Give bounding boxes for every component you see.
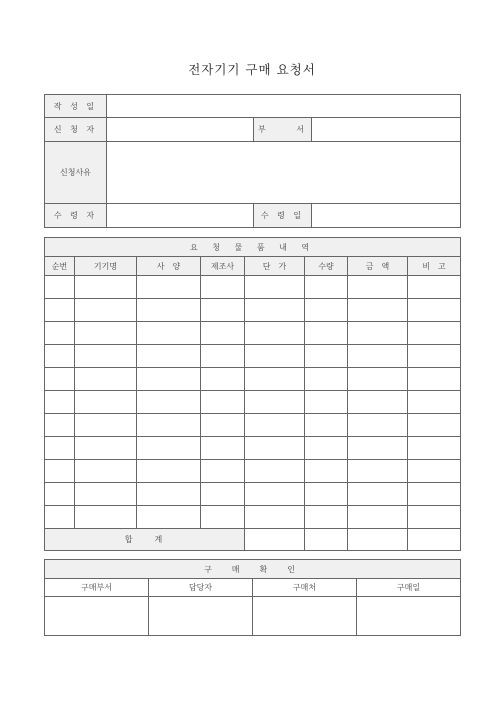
item-cell[interactable] <box>348 322 408 345</box>
items-section-title: 요 청 물 품 내 역 <box>45 238 461 257</box>
item-cell[interactable] <box>348 276 408 299</box>
item-cell[interactable] <box>201 391 245 414</box>
items-header-cell: 기기명 <box>75 257 137 276</box>
receive-date-field[interactable] <box>312 204 461 228</box>
item-cell[interactable] <box>201 414 245 437</box>
item-cell[interactable] <box>201 506 245 529</box>
item-cell[interactable] <box>245 414 305 437</box>
item-cell[interactable] <box>245 391 305 414</box>
table-row <box>45 391 461 414</box>
item-cell[interactable] <box>305 276 348 299</box>
item-cell[interactable] <box>245 322 305 345</box>
item-cell[interactable] <box>201 299 245 322</box>
item-cell[interactable] <box>75 414 137 437</box>
requested-items-table <box>44 237 461 551</box>
item-cell[interactable] <box>137 506 201 529</box>
reason-label: 신청사유 <box>45 142 107 204</box>
table-row <box>45 506 461 529</box>
purchase-header-row <box>45 579 461 597</box>
date-label: 작 성 일 <box>45 95 107 118</box>
item-cell[interactable] <box>348 414 408 437</box>
department-field[interactable] <box>312 118 461 142</box>
item-cell[interactable] <box>75 299 137 322</box>
purchase-entry-row <box>45 597 461 636</box>
item-cell[interactable] <box>245 368 305 391</box>
item-cell[interactable] <box>75 322 137 345</box>
item-cell[interactable] <box>408 299 461 322</box>
receiver-label: 수 령 자 <box>45 204 107 228</box>
item-cell[interactable] <box>45 460 75 483</box>
item-cell[interactable] <box>348 460 408 483</box>
item-cell[interactable] <box>408 276 461 299</box>
purchase-confirmation-table <box>44 559 461 636</box>
item-cell[interactable] <box>245 276 305 299</box>
item-cell[interactable] <box>245 299 305 322</box>
item-cell[interactable] <box>201 437 245 460</box>
items-header-cell: 단 가 <box>245 257 305 276</box>
item-cell[interactable] <box>245 483 305 506</box>
item-cell[interactable] <box>305 345 348 368</box>
item-cell[interactable] <box>245 345 305 368</box>
purchase-section-title: 구 매 확 인 <box>45 560 461 579</box>
total-row <box>45 529 461 551</box>
item-cell[interactable] <box>201 460 245 483</box>
item-cell[interactable] <box>305 483 348 506</box>
receiver-field[interactable] <box>107 204 254 228</box>
purchase-manager-field[interactable] <box>149 597 253 636</box>
applicant-info-table <box>44 94 461 228</box>
item-cell[interactable] <box>75 345 137 368</box>
purchase-header-cell: 구매일 <box>357 579 461 597</box>
reason-field[interactable] <box>107 142 461 204</box>
item-cell[interactable] <box>45 437 75 460</box>
items-header-cell: 제조사 <box>201 257 245 276</box>
item-cell[interactable] <box>245 506 305 529</box>
applicant-field[interactable] <box>107 118 254 142</box>
receive-date-label: 수 령 일 <box>254 204 312 228</box>
total-unit-price-cell[interactable] <box>245 529 305 551</box>
items-header-cell: 금 액 <box>348 257 408 276</box>
item-cell[interactable] <box>348 483 408 506</box>
item-cell[interactable] <box>137 414 201 437</box>
item-cell[interactable] <box>45 483 75 506</box>
item-cell[interactable] <box>137 483 201 506</box>
purchase-date-field[interactable] <box>357 597 461 636</box>
table-row <box>45 483 461 506</box>
total-remark-cell[interactable] <box>408 529 461 551</box>
item-cell[interactable] <box>137 276 201 299</box>
item-cell[interactable] <box>45 368 75 391</box>
item-cell[interactable] <box>305 437 348 460</box>
item-cell[interactable] <box>75 460 137 483</box>
purchase-vendor-field[interactable] <box>253 597 357 636</box>
item-cell[interactable] <box>201 322 245 345</box>
purchase-header-cell: 구매부서 <box>45 579 149 597</box>
item-cell[interactable] <box>201 276 245 299</box>
items-header-cell: 비 고 <box>408 257 461 276</box>
item-cell[interactable] <box>45 506 75 529</box>
item-cell[interactable] <box>201 368 245 391</box>
item-cell[interactable] <box>348 506 408 529</box>
table-row <box>45 322 461 345</box>
item-cell[interactable] <box>75 437 137 460</box>
item-cell[interactable] <box>348 391 408 414</box>
item-cell[interactable] <box>408 506 461 529</box>
item-cell[interactable] <box>137 391 201 414</box>
document-title: 전자기기 구매 요청서 <box>188 62 316 77</box>
items-header-cell: 수량 <box>305 257 348 276</box>
item-cell[interactable] <box>348 437 408 460</box>
purchase-header-cell: 담당자 <box>149 579 253 597</box>
item-cell[interactable] <box>348 345 408 368</box>
item-cell[interactable] <box>305 299 348 322</box>
item-cell[interactable] <box>45 391 75 414</box>
item-cell[interactable] <box>305 460 348 483</box>
item-cell[interactable] <box>201 345 245 368</box>
item-cell[interactable] <box>305 368 348 391</box>
item-cell[interactable] <box>348 299 408 322</box>
item-cell[interactable] <box>348 368 408 391</box>
item-cell[interactable] <box>408 483 461 506</box>
table-row <box>45 345 461 368</box>
item-cell[interactable] <box>408 460 461 483</box>
item-cell[interactable] <box>408 414 461 437</box>
item-cell[interactable] <box>305 506 348 529</box>
item-cell[interactable] <box>137 460 201 483</box>
purchase-dept-field[interactable] <box>45 597 149 636</box>
item-cell[interactable] <box>245 437 305 460</box>
item-cell[interactable] <box>75 276 137 299</box>
item-cell[interactable] <box>137 322 201 345</box>
item-cell[interactable] <box>305 322 348 345</box>
item-cell[interactable] <box>45 276 75 299</box>
item-cell[interactable] <box>408 345 461 368</box>
table-row <box>45 368 461 391</box>
table-row <box>45 299 461 322</box>
item-cell[interactable] <box>201 483 245 506</box>
item-cell[interactable] <box>137 368 201 391</box>
item-cell[interactable] <box>75 506 137 529</box>
items-header-row <box>45 257 461 276</box>
table-row <box>45 437 461 460</box>
items-body <box>45 276 461 529</box>
item-cell[interactable] <box>408 391 461 414</box>
total-label: 합 계 <box>45 529 245 551</box>
item-cell[interactable] <box>75 483 137 506</box>
item-cell[interactable] <box>137 437 201 460</box>
items-header-cell: 순번 <box>45 257 75 276</box>
item-cell[interactable] <box>408 437 461 460</box>
items-header-cell: 사 양 <box>137 257 201 276</box>
item-cell[interactable] <box>305 414 348 437</box>
purchase-header-cell: 구매처 <box>253 579 357 597</box>
item-cell[interactable] <box>137 299 201 322</box>
table-row <box>45 276 461 299</box>
item-cell[interactable] <box>408 322 461 345</box>
item-cell[interactable] <box>45 414 75 437</box>
total-qty-cell[interactable] <box>305 529 348 551</box>
applicant-label: 신 청 자 <box>45 118 107 142</box>
item-cell[interactable] <box>245 460 305 483</box>
date-field[interactable] <box>107 95 461 118</box>
total-amount-cell[interactable] <box>348 529 408 551</box>
item-cell[interactable] <box>45 299 75 322</box>
item-cell[interactable] <box>45 322 75 345</box>
item-cell[interactable] <box>408 368 461 391</box>
department-label: 부 서 <box>254 118 312 142</box>
item-cell[interactable] <box>75 391 137 414</box>
item-cell[interactable] <box>137 345 201 368</box>
table-row <box>45 460 461 483</box>
item-cell[interactable] <box>45 345 75 368</box>
table-row <box>45 414 461 437</box>
item-cell[interactable] <box>305 391 348 414</box>
item-cell[interactable] <box>75 368 137 391</box>
